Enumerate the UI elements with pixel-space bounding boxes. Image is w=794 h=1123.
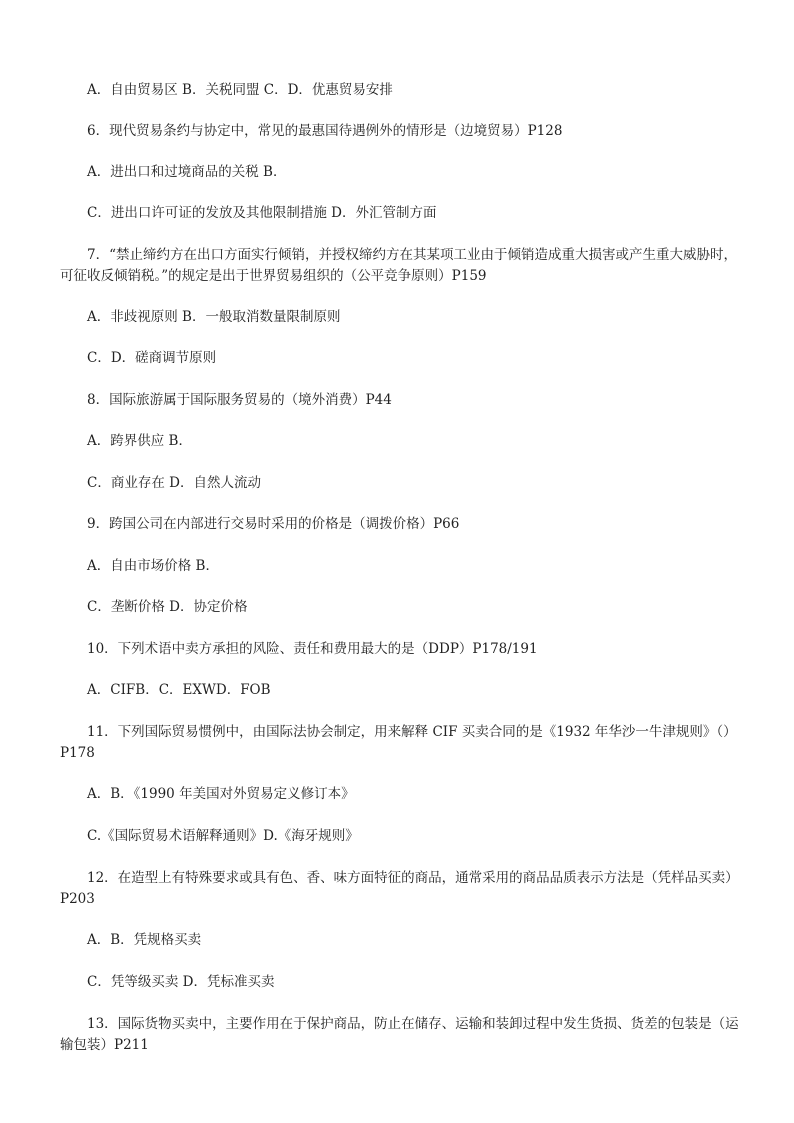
option-line-q6-a: A．进出口和过境商品的关税 B． [87, 164, 287, 180]
option-line-q7-c: C．D．磋商调节原则 [87, 350, 217, 366]
question-12: 12．在造型上有特殊要求或具有色、香、味方面特征的商品，通常采用的商品品质表示方法是（凭样品买卖）P203 [60, 870, 739, 907]
option-line-q11-a: A．B．《1990 年美国对外贸易定义修订本》 [87, 786, 355, 802]
option-line-q7-a: A．非歧视原则 B．一般取消数量限制原则 [87, 309, 341, 325]
option-line-q6-c: C．进出口许可证的发放及其他限制措施 D．外汇管制方面 [87, 205, 437, 221]
question-8: 8．国际旅游属于国际服务贸易的（境外消费）P44 [87, 392, 392, 408]
option-line-q5: A．自由贸易区 B．关税同盟 C．D．优惠贸易安排 [87, 82, 393, 98]
question-10: 10．下列术语中卖方承担的风险、责任和费用最大的是（DDP）P178/191 [87, 641, 538, 657]
option-line-q8-a: A．跨界供应 B． [87, 433, 192, 449]
question-11: 11．下列国际贸易惯例中，由国际法协会制定，用来解释 CIF 买卖合同的是《1932 年华沙一牛津规则》（）P178 [60, 724, 737, 761]
question-9: 9．跨国公司在内部进行交易时采用的价格是（调拨价格）P66 [87, 516, 460, 532]
question-6: 6．现代贸易条约与协定中，常见的最惠国待遇例外的情形是（边境贸易）P128 [87, 123, 563, 139]
question-13: 13．国际货物买卖中，主要作用在于保护商品，防止在储存、运输和装卸过程中发生货损、货差的包装是（运输包装）P211 [60, 1016, 739, 1053]
option-line-q12-a: A．B．凭规格买卖 [87, 932, 202, 948]
option-line-q8-c: C．商业存在 D．自然人流动 [87, 475, 261, 491]
option-line-q11-c: C.《国际贸易术语解释通则》D.《海牙规则》 [87, 828, 359, 844]
question-7: 7．“禁止缔约方在出口方面实行倾销，并授权缔约方在其某项工业由于倾销造成重大损害或产生重大威胁时，可征收反倾销税。”的规定是出于世界贸易组织的（公平竞争原则）P159 [60, 247, 737, 284]
option-line-q9-c: C．垄断价格 D．协定价格 [87, 599, 248, 615]
option-line-q9-a: A．自由市场价格 B． [87, 558, 219, 574]
option-line-q12-c: C．凭等级买卖 D．凭标准买卖 [87, 974, 275, 990]
option-line-q10: A．CIFB．C．EXWD．FOB [87, 682, 271, 698]
